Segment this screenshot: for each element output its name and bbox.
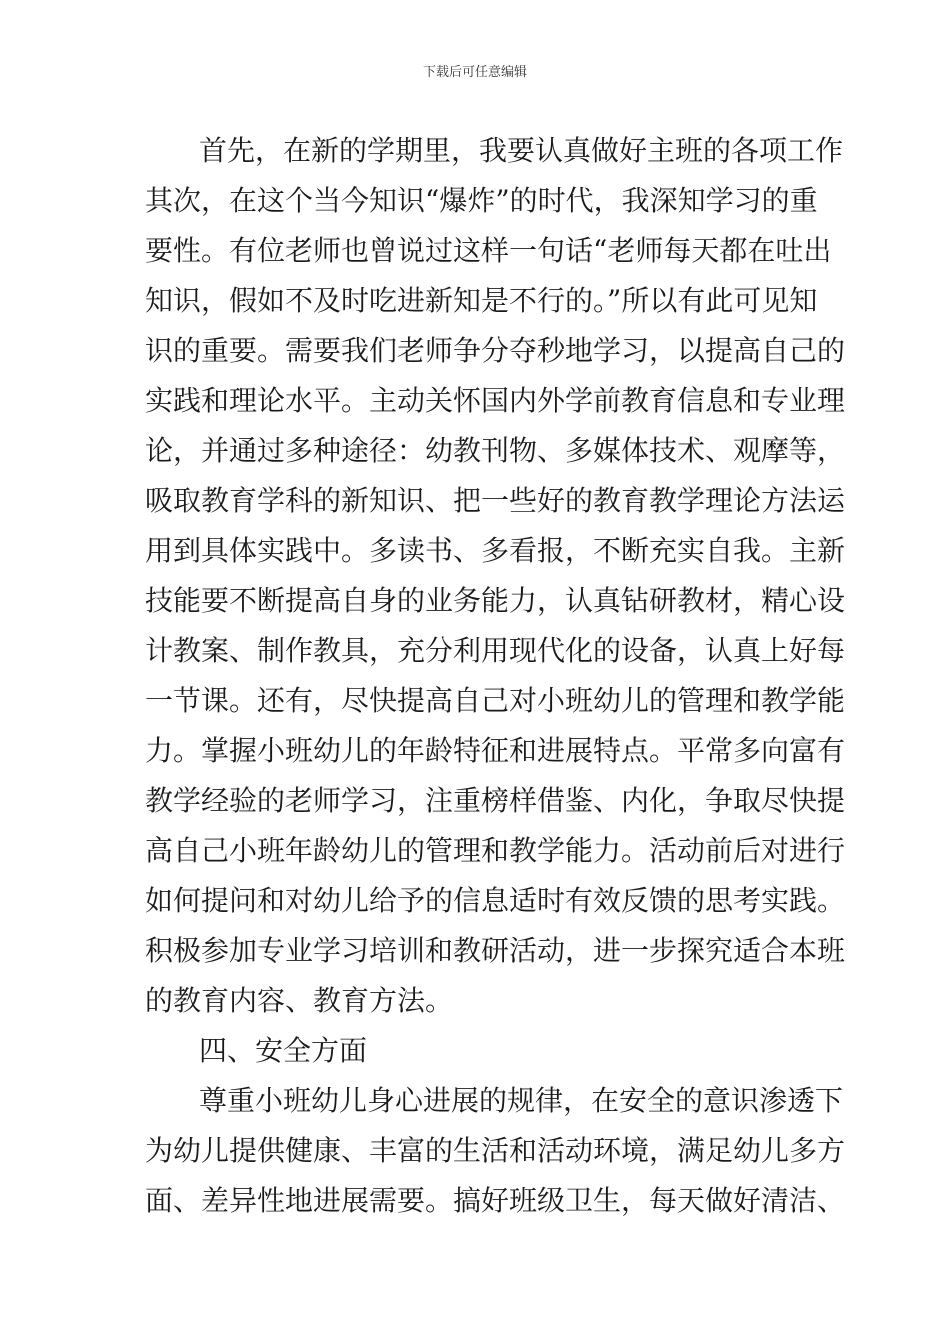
paragraph-line: 实践和理论水平。主动关怀国内外学前教育信息和专业理 <box>145 384 846 417</box>
page-header: 下载后可任意编辑 <box>422 65 527 80</box>
paragraph-line: 面、差异性地进展需要。搞好班级卫生，每天做好清洁、 <box>145 1184 846 1217</box>
paragraph-line: 积极参加专业学习培训和教研活动，进一步探究适合本班 <box>145 934 846 967</box>
paragraph-line: 知识，假如不及时吃进新知是不行的。”所以有此可见知 <box>145 284 818 317</box>
paragraph-line: 如何提问和对幼儿给予的信息适时有效反馈的思考实践。 <box>145 884 846 917</box>
paragraph-line: 教学经验的老师学习，注重榜样借鉴、内化，争取尽快提 <box>145 784 846 817</box>
paragraph-line: 论，并通过多种途径：幼教刊物、多媒体技术、观摩等， <box>145 434 846 467</box>
paragraph-line: 计教案、制作教具，充分利用现代化的设备，认真上好每 <box>145 634 846 667</box>
paragraph-line: 尊重小班幼儿身心进展的规律，在安全的意识渗透下 <box>199 1084 844 1117</box>
paragraph-line: 一节课。还有，尽快提高自己对小班幼儿的管理和教学能 <box>145 684 846 717</box>
section-heading: 四、安全方面 <box>199 1034 368 1067</box>
paragraph-line: 力。掌握小班幼儿的年龄特征和进展特点。平常多向富有 <box>145 734 846 767</box>
paragraph-line: 要性。有位老师也曾说过这样一句话“老师每天都在吐出 <box>145 234 832 267</box>
paragraph-line: 首先，在新的学期里，我要认真做好主班的各项工作 <box>199 134 844 167</box>
paragraph-line: 为幼儿提供健康、丰富的生活和活动环境，满足幼儿多方 <box>145 1134 846 1167</box>
paragraph-line: 技能要不断提高自身的业务能力，认真钻研教材，精心设 <box>145 584 846 617</box>
paragraph-line: 其次，在这个当今知识“爆炸”的时代，我深知学习的重 <box>145 184 818 217</box>
paragraph-line: 高自己小班年龄幼儿的管理和教学能力。活动前后对进行 <box>145 834 846 867</box>
paragraph-line: 吸取教育学科的新知识、把一些好的教育教学理论方法运 <box>145 484 846 517</box>
paragraph-line: 识的重要。需要我们老师争分夺秒地学习，以提高自己的 <box>145 334 846 367</box>
paragraph-line: 用到具体实践中。多读书、多看报，不断充实自我。主新 <box>145 534 846 567</box>
body-text <box>145 126 846 1226</box>
paragraph-line: 的教育内容、教育方法。 <box>145 984 454 1017</box>
